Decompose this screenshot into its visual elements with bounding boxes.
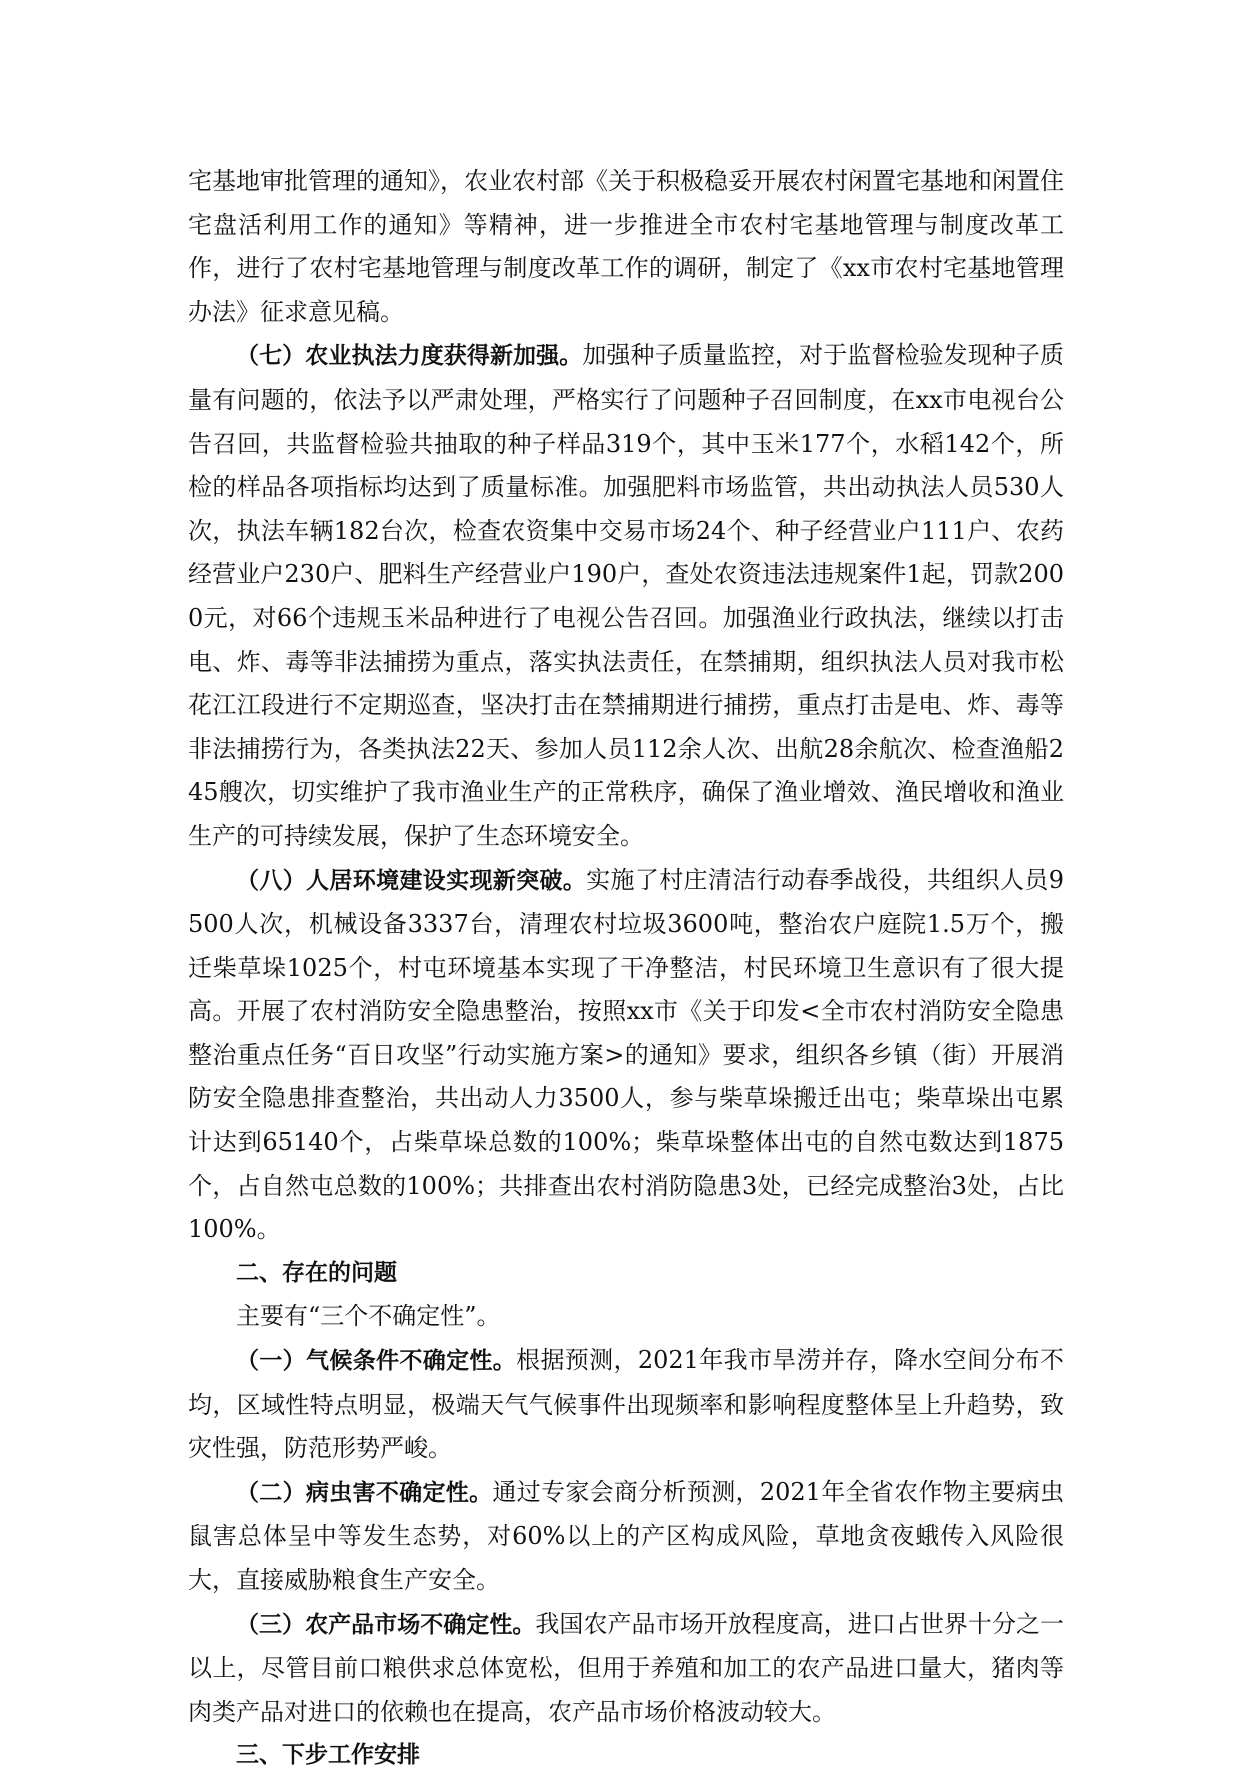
paragraph-continuation <box>188 160 1064 334</box>
paragraph-text: 根据预测，2021年我市旱涝并存，降水空间分布不均，区域性特点明显，极端天气气候事件出现频率和影响程度整体呈上升趋势，致灾性强，防范形势严峻。 <box>188 1346 1065 1463</box>
paragraph-lead: （二）病虫害不确定性。 <box>236 1479 493 1506</box>
paragraph-text: 我国农产品市场开放程度高，进口占世界十分之一以上，尽管目前口粮供求总体宽松，但用于养殖和加工的农产品进口量大，猪肉等肉类产品对进口的依赖也在提高，农产品市场价格波动较大。 <box>188 1609 1065 1726</box>
paragraph-climate-uncertainty <box>188 1339 1064 1471</box>
paragraph-text: 加强种子质量监控，对于监督检验发现种子质量有问题的，依法予以严肃处理，严格实行了问题种子召回制度，在xx市电视台公告召回，共监督检验共抽取的种子样品319个，其中玉米177个，水稻142个，所检的样品各项指标均达到了质量标准。加强肥料市场监管，共出动执法人员530人次，执法车辆182台次，检查农资集中交易市场24个、种子经营业户111户、农药经营业户230户、肥料生产经营业户190户，查处农资违法违规案件1起，罚款2000元，对66个违规玉米品种进行了电视公告召回。加强渔业行政执法，继续以打击电、炸、毒等非法捕捞为重点，落实执法责任，在禁捕期，组织执法人员对我市松花江江段进行不定期巡查，坚决打击在禁捕期进行捕捞，重点打击是电、炸、毒等非法捕捞行为，各类执法22天、参加人员112余人次、出航28余航次、检查渔船245艘次，切实维护了我市渔业生产的正常秩序，确保了渔业增效、渔民增收和渔业生产的可持续发展，保护了生态环境安全。 <box>188 341 1065 850</box>
paragraph-agri-law-enforcement <box>188 334 1064 858</box>
paragraph-lead: （三）农产品市场不确定性。 <box>236 1611 536 1638</box>
paragraph-text: 宅基地审批管理的通知》，农业农村部《关于积极稳妥开展农村闲置宅基地和闲置住宅盘活利用工作的通知》等精神，进一步推进全市农村宅基地管理与制度改革工作，进行了农村宅基地管理与制度改革工作的调研，制定了《xx市农村宅基地管理办法》征求意见稿。 <box>188 167 1064 326</box>
paragraph-text: 主要有“三个不确定性”。 <box>236 1302 501 1331</box>
document-body <box>188 160 1064 1778</box>
paragraph-problems-intro <box>188 1295 1064 1339</box>
paragraph-lead: （七）农业执法力度获得新加强。 <box>236 343 583 370</box>
section-heading-problems: 二、存在的问题 <box>236 1259 397 1286</box>
paragraph-market-uncertainty <box>188 1603 1064 1735</box>
paragraph-pest-uncertainty <box>188 1471 1064 1603</box>
paragraph-lead: （八）人居环境建设实现新突破。 <box>236 867 587 894</box>
section-heading-next-steps: 三、下步工作安排 <box>236 1742 420 1769</box>
paragraph-living-environment <box>188 859 1064 1252</box>
paragraph-text: 实施了村庄清洁行动春季战役，共组织人员9500人次，机械设备3337台，清理农村垃圾3600吨，整治农户庭院1.5万个，搬迁柴草垛1025个，村屯环境基本实现了干净整洁，村民环境卫生意识有了很大提高。开展了农村消防安全隐患整治，按照xx市《关于印发<全市农村消防安全隐患整治重点任务“百日攻坚”行动实施方案>的通知》要求，组织各乡镇（街）开展消防安全隐患排查整治，共出动人力3500人，参与柴草垛搬迁出屯；柴草垛出屯累计达到65140个，占柴草垛总数的100%；柴草垛整体出屯的自然屯数达到1875个，占自然屯总数的100%；共排查出农村消防隐患3处，已经完成整治3处，占比100%。 <box>188 865 1064 1244</box>
paragraph-lead: （一）气候条件不确定性。 <box>236 1348 517 1375</box>
paragraph-text: 通过专家会商分析预测，2021年全省农作物主要病虫鼠害总体呈中等发生态势，对60%以上的产区构成风险，草地贪夜蛾传入风险很大，直接威胁粮食生产安全。 <box>188 1477 1065 1594</box>
